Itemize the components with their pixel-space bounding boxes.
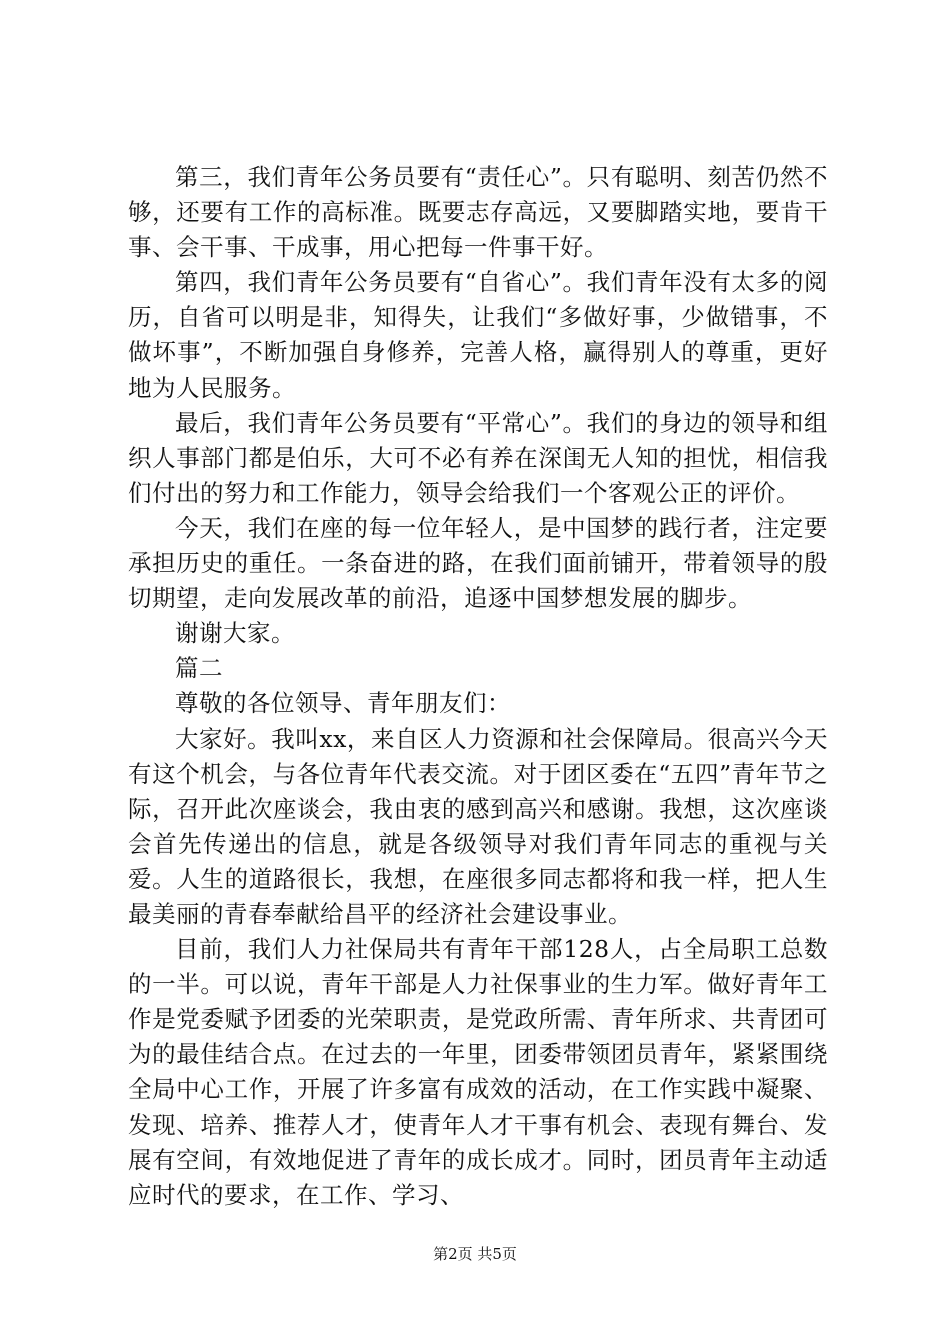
salutation: 尊敬的各位领导、青年朋友们： xyxy=(175,689,511,718)
page-number-footer: 第2页 共5页 xyxy=(433,1245,517,1263)
paragraph-introduction: 大家好。我叫xx，来自区人力资源和社会保障局。很高兴今天有这个机会，与各位青年代表交流。对于团区委在“五四”青年节之际，召开此次座谈会，我由衷的感到高兴和感谢。我想，这次座谈会首先传递出的信息，就是各级领导对我们青年同志的重视与关爱。人生的道路很长，我想，在座很多同志都将和我一样，把人生最美丽的青春奉献给昌平的经济社会建设事业。 xyxy=(128,724,828,928)
paragraph-calm-mind: 最后，我们青年公务员要有“平常心”。我们的身边的领导和组织人事部门都是伯乐，大可不必有养在深闺无人知的担忧，相信我们付出的努力和工作能力，领导会给我们一个客观公正的评价。 xyxy=(128,408,828,507)
section-heading: 篇二 xyxy=(175,654,223,683)
document-body xyxy=(128,160,828,1213)
paragraph-responsibility: 第三，我们青年公务员要有“责任心”。只有聪明、刻苦仍然不够，还要有工作的高标准。既要志存高远，又要脚踏实地，要肯干事、会干事、干成事，用心把每一件事干好。 xyxy=(128,163,828,262)
paragraph-thanks: 谢谢大家。 xyxy=(175,619,295,648)
paragraph-youth-cadres: 目前，我们人力社保局共有青年干部128人，占全局职工总数的一半。可以说，青年干部是人力社保事业的生力军。做好青年工作是党委赋予团委的光荣职责，是党政所需、青年所求、共青团可为的最佳结合点。在过去的一年里，团委带领团员青年，紧紧围绕全局中心工作，开展了许多富有成效的活动，在工作实践中凝聚、发现、培养、推荐人才，使青年人才干事有机会、表现有舞台、发展有空间，有效地促进了青年的成长成才。同时，团员青年主动适应时代的要求，在工作、学习、 xyxy=(128,935,828,1209)
paragraph-self-reflection: 第四，我们青年公务员要有“自省心”。我们青年没有太多的阅历，自省可以明是非，知得失，让我们“多做好事，少做错事，不做坏事”，不断加强自身修养，完善人格，赢得别人的尊重，更好地为人民服务。 xyxy=(128,268,828,402)
paragraph-china-dream: 今天，我们在座的每一位年轻人，是中国梦的践行者，注定要承担历史的重任。一条奋进的路，在我们面前铺开，带着领导的殷切期望，走向发展改革的前沿，追逐中国梦想发展的脚步。 xyxy=(128,513,828,613)
